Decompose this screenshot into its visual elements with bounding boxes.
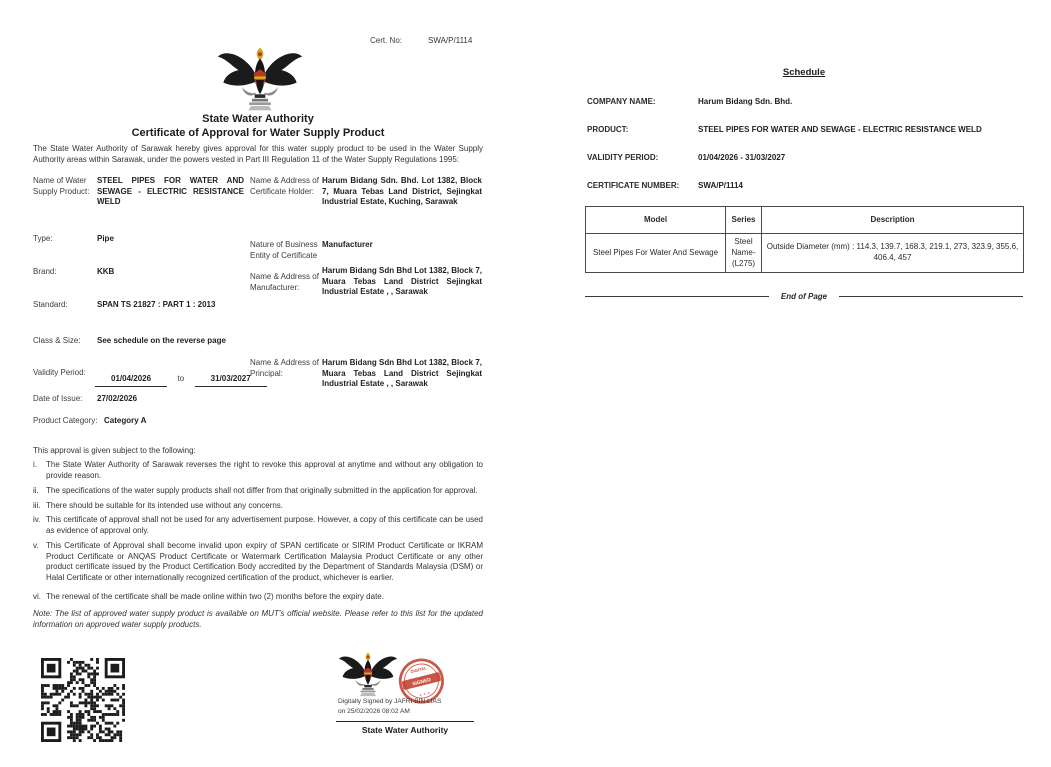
product-name-value: STEEL PIPES FOR WATER AND SEWAGE - ELECTRIC RESISTANCE WELD (97, 176, 244, 207)
cert-holder-value: Harum Bidang Sdn. Bhd. Lot 1382, Block 7, Muara Tebas Land District, Sejingkat Industrial Estate, Kuching, Sarawak (322, 176, 482, 207)
hornbill-crest-icon (337, 650, 399, 700)
condition-num: i. (33, 460, 37, 469)
signature-line2: on 25/02/2026 08:02 AM (338, 707, 410, 715)
manufacturer-value: Harum Bidang Sdn Bhd Lot 1382, Block 7, Muara Tebas Land District Sejingkat Industrial Estate , , Sarawak (322, 266, 482, 297)
table-row (586, 234, 1024, 273)
condition-text: The renewal of the certificate shall be made online within two (2) months before the expiry date. (46, 592, 384, 601)
sarawak-crest-logo (215, 46, 305, 114)
divider-line-right (839, 296, 1023, 297)
end-of-page-divider (585, 292, 1023, 301)
qr-code-icon (36, 658, 130, 742)
sarawak-crest-logo-small (337, 650, 399, 700)
col-header-series: Series (726, 207, 762, 234)
authority-title: State Water Authority (202, 113, 314, 125)
condition-text: This certificate of approval shall not be used for any advertisement purpose. However, a copy of this certificate can be used as evidence of approval only. (46, 515, 483, 535)
principal-label: Name & Address of Principal: (250, 358, 319, 378)
product-label: PRODUCT: (587, 125, 629, 134)
product-value: STEEL PIPES FOR WATER AND SEWAGE - ELECTRIC RESISTANCE WELD (698, 125, 982, 134)
product-name-label: Name of Water Supply Product: (33, 176, 90, 196)
cell-series: Steel Name- (L275) (726, 234, 762, 273)
cert-holder-label: Name & Address of Certificate Holder: (250, 176, 319, 196)
brand-label: Brand: (33, 267, 57, 276)
validity-period-value: 01/04/2026 - 31/03/2027 (698, 153, 786, 162)
certificate-number-label: CERTIFICATE NUMBER: (587, 181, 680, 190)
date-of-issue-label: Date of Issue: (33, 394, 83, 403)
validity-values (95, 368, 267, 387)
end-of-page-text: End of Page (780, 292, 828, 301)
standard-value: SPAN TS 21827 : PART 1 : 2013 (97, 300, 216, 309)
cell-description: Outside Diameter (mm) : 114.3, 139.7, 168.3, 219.1, 273, 323.9, 355.6, 406.4, 457 (762, 234, 1024, 273)
schedule-title: Schedule (782, 67, 826, 78)
class-size-value: See schedule on the reverse page (97, 336, 226, 345)
intro-paragraph: The State Water Authority of Sarawak hereby gives approval for this water supply product to be used in the Water Supply Authority areas within Sarawak, under the powers vested in Part III Regulation 11 of the Water Supply Regulations 1995: (33, 144, 483, 165)
validity-label: Validity Period: (33, 368, 86, 377)
condition-num: v. (33, 541, 39, 550)
condition-num: ii. (33, 486, 39, 495)
condition-item (33, 541, 483, 584)
validity-from: 01/04/2026 (95, 374, 167, 387)
product-category-label: Product Category: (33, 416, 98, 425)
table-header-row (586, 207, 1024, 234)
nature-value: Manufacturer (322, 240, 373, 249)
class-size-label: Class & Size: (33, 336, 81, 345)
col-header-model: Model (586, 207, 726, 234)
footer-note: Note: The list of approved water supply product is available on MUT's official website. Please refer to this list for the updated information on approved water supply products. (33, 609, 483, 630)
brand-value: KKB (97, 267, 115, 276)
signature-rule (336, 721, 474, 722)
signature-line1: Digitally Signed by JAFRI BIN LIAS (338, 698, 442, 705)
product-category-value: Category A (104, 416, 147, 425)
standard-label: Standard: (33, 300, 68, 309)
condition-text: The State Water Authority of Sarawak reverses the right to revoke this approval at anytime and without any obligation to provide reason. (46, 460, 483, 480)
validity-to: 31/03/2027 (195, 374, 267, 387)
type-value: Pipe (97, 234, 114, 243)
qr-code (36, 658, 130, 747)
condition-item (33, 501, 483, 512)
validity-connector: to (177, 374, 185, 383)
company-name-label: COMPANY NAME: (587, 97, 656, 106)
condition-text: The specifications of the water supply products shall not differ from that originally submitted in the application for approval. (46, 486, 478, 495)
cert-no-value: SWA/P/1114 (428, 36, 473, 45)
company-name-value: Harum Bidang Sdn. Bhd. (698, 97, 793, 106)
condition-item (33, 592, 483, 603)
condition-item (33, 460, 483, 481)
certificate-number-value: SWA/P/1114 (698, 181, 743, 190)
svg-text:✶ ✶ ✶: ✶ ✶ ✶ (418, 691, 431, 698)
cell-model: Steel Pipes For Water And Sewage (586, 234, 726, 273)
manufacturer-label: Name & Address of Manufacturer: (250, 272, 319, 292)
condition-num: iii. (33, 501, 41, 510)
principal-value: Harum Bidang Sdn Bhd Lot 1382, Block 7, Muara Tebas Land District Sejingkat Industrial Estate , , Sarawak (322, 358, 482, 389)
condition-text: This Certificate of Approval shall become invalid upon expiry of SPAN certificate or SIRIM Product Certificate or IKRAM Product Certificate or ANQAS Product Certificate or Watermark Certification Malaysia Product Certificate or any other product certificate issued by the Product Certification Body accredited by the Department of Standards Malaysia (DSM) or Halal Certificate or other internationally recognized certification of the product, whichever is earlier. (46, 541, 483, 583)
schedule-table (585, 206, 1024, 273)
conditions-intro: This approval is given subject to the following: (33, 446, 196, 455)
hornbill-crest-icon (215, 46, 305, 114)
digital-signature-text (338, 697, 488, 717)
condition-item (33, 515, 483, 536)
date-of-issue-value: 27/02/2026 (97, 394, 138, 403)
condition-num: vi. (33, 592, 41, 601)
validity-period-label: VALIDITY PERIOD: (587, 153, 659, 162)
condition-item (33, 486, 483, 497)
cert-no-label: Cert. No: (370, 36, 403, 45)
col-header-description: Description (762, 207, 1024, 234)
certificate-title: Certificate of Approval for Water Supply Product (131, 127, 385, 139)
type-label: Type: (33, 234, 53, 243)
footer-authority-title: State Water Authority (361, 725, 449, 735)
divider-line-left (585, 296, 769, 297)
nature-label: Nature of Business Entity of Certificate (250, 240, 318, 260)
condition-num: iv. (33, 515, 41, 524)
svg-text:SIGNED: SIGNED (411, 678, 432, 688)
condition-text: There should be suitable for its intended use without any concerns. (46, 501, 284, 510)
svg-text:DIGITAL: DIGITAL (409, 665, 428, 675)
